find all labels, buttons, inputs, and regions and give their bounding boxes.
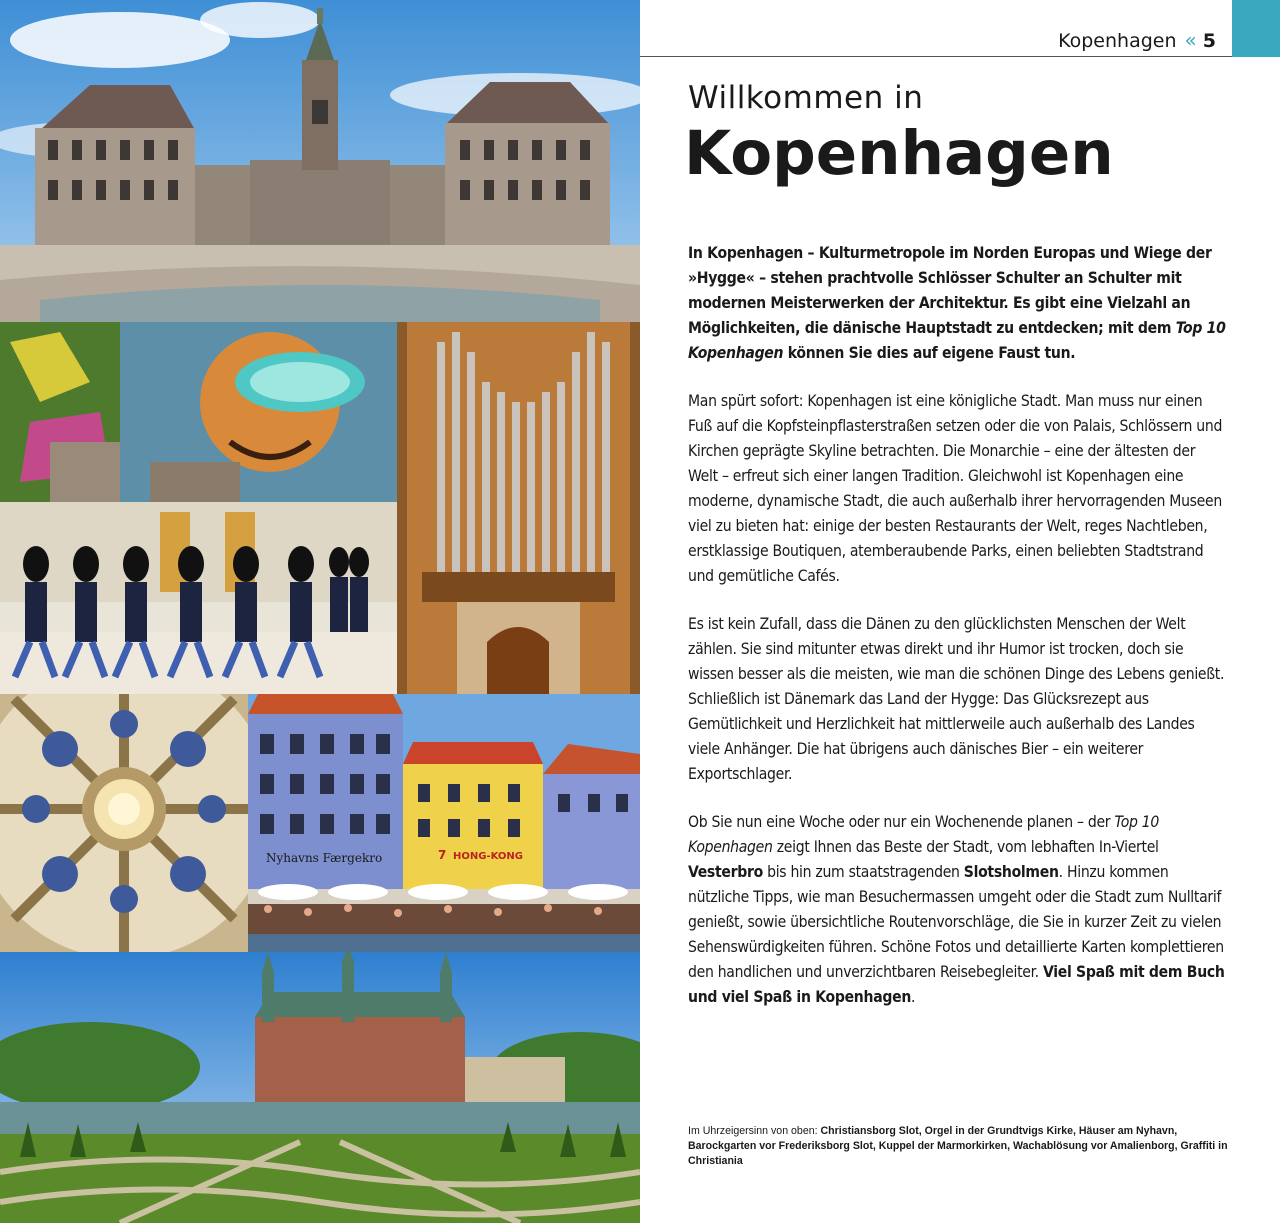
paragraph-royal-city: Man spürt sofort: Kopenhagen ist eine königliche Stadt. Man muss nur einen Fuß auf die Kopfsteinpflasterstraßen setzen oder die von Palais, Schlössern und Kirchen geprägte Skyline betrachten. Die Monarchie – eine der ältesten der Welt – erfreut sich einer langen Tradition. Gleichwohl ist Kopenhagen eine moderne, dynamische Stadt, die auch außerhalb ihrer hervorragenden Museen viel zu bieten hat: einige der besten Restaurants der Welt, reges Nachtleben, erstklassige Boutiquen, atemberaubende Parks, einen beliebten Stadtstrand und gemütliche Cafés. [688,392,1223,585]
photo-kuppel-marmorkirken [0,694,248,952]
guide-text-end: . [911,988,916,1006]
sign-nyhavns-faergekro: Nyhavns Færgekro [266,851,383,865]
closing-wish: Viel Spaß mit dem Buch und viel Spaß in Kopenhagen [688,963,1225,1006]
section-title: Kopenhagen [1058,30,1177,52]
photo-christiansborg-slot [0,0,640,322]
guide-text-d: . Hinzu kommen nützliche Tipps, wie man Besuchermassen umgeht oder die Stadt zum Nulltarif genießt, sowie übersichtliche Routenvorschläge, die Sie in kurzer Zeit zu vielen Sehenswürdigkeiten führen. Schöne Fotos und detaillierte Karten komplettieren den handlichen und unverzichtbaren Reisebegleiter. [688,863,1224,981]
photo-wachabloesung-amalienborg [0,502,397,694]
photo-caption [688,1124,1233,1169]
photo-frederiksborg-slot [0,952,640,1223]
place-vesterbro: Vesterbro [688,863,763,881]
page-title-line2: Kopenhagen [684,118,1114,189]
paragraph-guide [688,810,1228,1010]
header-accent-tab [1232,0,1280,57]
book-title: Top 10 Kopenhagen [688,813,1160,856]
guide-text-a: Ob Sie nun eine Woche oder nur ein Wochenende planen – der [688,813,1115,831]
book-title: Top 10 Kopenhagen [688,319,1226,362]
place-slotsholmen: Slotsholmen [963,863,1059,881]
photo-graffiti-christiania [0,322,397,502]
photo-haeuser-am-nyhavn [248,694,640,952]
photo-orgel-grundtvigs-kirke [397,322,640,694]
article-body [688,241,1228,1033]
page-title-line1: Willkommen in [688,80,924,116]
caption-prefix: Im Uhrzeigersinn von oben: [688,1125,821,1137]
guide-text-b: zeigt Ihnen das Beste der Stadt, vom lebhaften In-Viertel [772,838,1159,856]
double-chevron-left-icon: « [1184,28,1195,52]
lead-paragraph [688,241,1228,366]
header-rule [640,56,1232,57]
sign-house-number: 7 [438,848,447,862]
guide-text-c: bis hin zum staatstragenden [762,863,964,881]
caption-items: Christiansborg Slot, Orgel in der Grundtvigs Kirke, Häuser am Nyhavn, Barockgarten vor Frederiksborg Slot, Kuppel der Marmorkirken, Wachablösung vor Amalienborg, Graffiti in Christiania [688,1125,1228,1167]
lead-text-1: In Kopenhagen – Kulturmetropole im Norden Europas und Wiege der »Hygge« – stehen prachtvolle Schlösser Schulter an Schulter mit modernen Meisterwerken der Architektur. Es gibt eine Vielzahl an Möglichkeiten, die dänische Hauptstadt zu entdecken; mit dem [688,244,1212,337]
page-number: 5 [1202,30,1216,52]
lead-text-2: können Sie dies auf eigene Faust tun. [783,344,1076,362]
sign-hong-kong: HONG-KONG [453,851,523,862]
paragraph-hygge: Es ist kein Zufall, dass die Dänen zu den glücklichsten Menschen der Welt zählen. Sie sind mitunter etwas direkt und ihr Humor ist trocken, doch sie wissen besser als die meisten, wie man die schönen Dinge des Lebens genießt. Schließlich ist Dänemark das Land der Hygge: Das Glücksrezept aus Gemütlichkeit und Herzlichkeit hat mittlerweile auch außerhalb des Landes viele Anhänger. Die hat übrigens auch dänisches Bier – ein weiterer Exportschlager. [688,615,1225,783]
running-header [1058,28,1216,52]
